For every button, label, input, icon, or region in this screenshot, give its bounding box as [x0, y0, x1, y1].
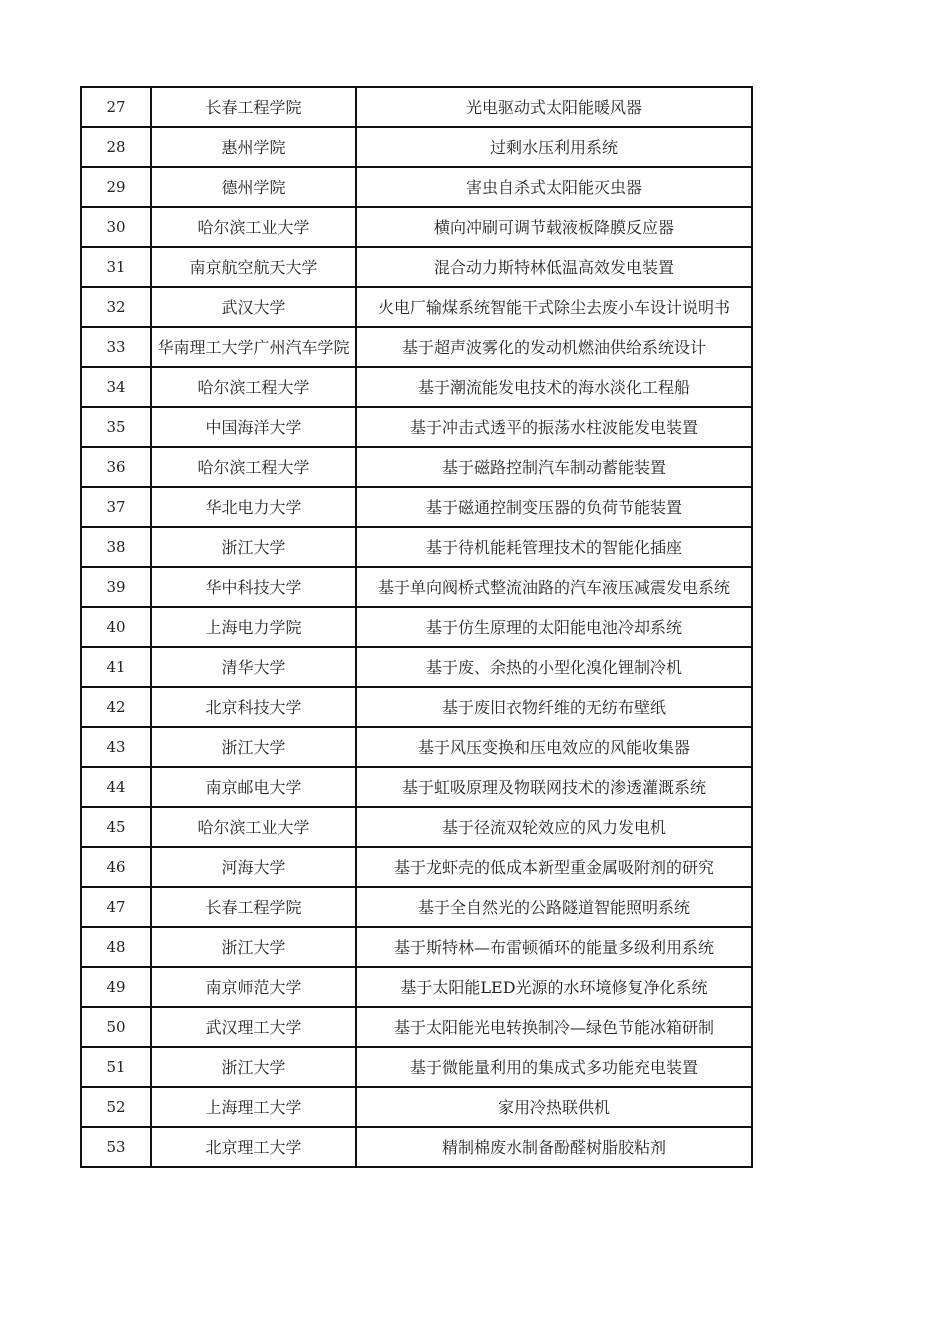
university-cell: 德州学院 — [151, 167, 356, 207]
university-cell: 河海大学 — [151, 847, 356, 887]
table-row — [81, 247, 752, 287]
table-row — [81, 367, 752, 407]
table-row — [81, 607, 752, 647]
row-number-cell: 36 — [81, 447, 151, 487]
university-cell: 南京邮电大学 — [151, 767, 356, 807]
table-row — [81, 927, 752, 967]
row-number-cell: 41 — [81, 647, 151, 687]
project-title-cell: 基于冲击式透平的振荡水柱波能发电装置 — [356, 407, 752, 447]
table-row — [81, 1127, 752, 1167]
row-number-cell: 33 — [81, 327, 151, 367]
row-number-cell: 32 — [81, 287, 151, 327]
table-row — [81, 887, 752, 927]
row-number-cell: 28 — [81, 127, 151, 167]
project-title-cell: 基于磁通控制变压器的负荷节能装置 — [356, 487, 752, 527]
university-cell: 南京师范大学 — [151, 967, 356, 1007]
university-cell: 长春工程学院 — [151, 87, 356, 127]
university-cell: 哈尔滨工业大学 — [151, 807, 356, 847]
university-cell: 哈尔滨工业大学 — [151, 207, 356, 247]
university-cell: 上海理工大学 — [151, 1087, 356, 1127]
project-title-cell: 基于废旧衣物纤维的无纺布壁纸 — [356, 687, 752, 727]
row-number-cell: 51 — [81, 1047, 151, 1087]
project-title-cell: 基于风压变换和压电效应的风能收集器 — [356, 727, 752, 767]
project-title-cell: 基于潮流能发电技术的海水淡化工程船 — [356, 367, 752, 407]
table-row — [81, 287, 752, 327]
row-number-cell: 45 — [81, 807, 151, 847]
project-title-cell: 基于全自然光的公路隧道智能照明系统 — [356, 887, 752, 927]
university-cell: 长春工程学院 — [151, 887, 356, 927]
row-number-cell: 35 — [81, 407, 151, 447]
row-number-cell: 31 — [81, 247, 151, 287]
table-row — [81, 87, 752, 127]
project-title-cell: 基于废、余热的小型化溴化锂制冷机 — [356, 647, 752, 687]
row-number-cell: 52 — [81, 1087, 151, 1127]
row-number-cell: 27 — [81, 87, 151, 127]
row-number-cell: 47 — [81, 887, 151, 927]
table-row — [81, 967, 752, 1007]
row-number-cell: 49 — [81, 967, 151, 1007]
university-cell: 惠州学院 — [151, 127, 356, 167]
row-number-cell: 53 — [81, 1127, 151, 1167]
university-cell: 华北电力大学 — [151, 487, 356, 527]
row-number-cell: 29 — [81, 167, 151, 207]
project-title-cell: 火电厂输煤系统智能干式除尘去废小车设计说明书 — [356, 287, 752, 327]
university-cell: 华南理工大学广州汽车学院 — [151, 327, 356, 367]
table-row — [81, 487, 752, 527]
table-row — [81, 807, 752, 847]
table-row — [81, 1047, 752, 1087]
row-number-cell: 40 — [81, 607, 151, 647]
table-row — [81, 727, 752, 767]
project-table — [80, 86, 753, 1168]
university-cell: 浙江大学 — [151, 927, 356, 967]
row-number-cell: 43 — [81, 727, 151, 767]
table-row — [81, 767, 752, 807]
university-cell: 浙江大学 — [151, 727, 356, 767]
row-number-cell: 39 — [81, 567, 151, 607]
project-title-cell: 基于待机能耗管理技术的智能化插座 — [356, 527, 752, 567]
university-cell: 哈尔滨工程大学 — [151, 447, 356, 487]
project-title-cell: 基于微能量利用的集成式多功能充电装置 — [356, 1047, 752, 1087]
table-row — [81, 447, 752, 487]
project-title-cell: 混合动力斯特林低温高效发电装置 — [356, 247, 752, 287]
table-row — [81, 167, 752, 207]
row-number-cell: 44 — [81, 767, 151, 807]
university-cell: 清华大学 — [151, 647, 356, 687]
row-number-cell: 37 — [81, 487, 151, 527]
table-row — [81, 1087, 752, 1127]
table-row — [81, 127, 752, 167]
table-row — [81, 527, 752, 567]
project-title-cell: 害虫自杀式太阳能灭虫器 — [356, 167, 752, 207]
row-number-cell: 34 — [81, 367, 151, 407]
project-title-cell: 基于超声波雾化的发动机燃油供给系统设计 — [356, 327, 752, 367]
table-row — [81, 847, 752, 887]
table-row — [81, 327, 752, 367]
table-body — [81, 87, 752, 1167]
university-cell: 华中科技大学 — [151, 567, 356, 607]
university-cell: 哈尔滨工程大学 — [151, 367, 356, 407]
row-number-cell: 42 — [81, 687, 151, 727]
table-row — [81, 407, 752, 447]
table-row — [81, 207, 752, 247]
project-title-cell: 过剩水压利用系统 — [356, 127, 752, 167]
university-cell: 武汉理工大学 — [151, 1007, 356, 1047]
project-title-cell: 基于斯特林—布雷顿循环的能量多级利用系统 — [356, 927, 752, 967]
project-title-cell: 精制棉废水制备酚醛树脂胶粘剂 — [356, 1127, 752, 1167]
row-number-cell: 38 — [81, 527, 151, 567]
university-cell: 武汉大学 — [151, 287, 356, 327]
university-cell: 上海电力学院 — [151, 607, 356, 647]
project-title-cell: 光电驱动式太阳能暖风器 — [356, 87, 752, 127]
row-number-cell: 46 — [81, 847, 151, 887]
project-title-cell: 基于太阳能LED光源的水环境修复净化系统 — [356, 967, 752, 1007]
university-cell: 南京航空航天大学 — [151, 247, 356, 287]
university-cell: 浙江大学 — [151, 1047, 356, 1087]
project-title-cell: 基于虹吸原理及物联网技术的渗透灌溉系统 — [356, 767, 752, 807]
table-row — [81, 1007, 752, 1047]
project-title-cell: 基于龙虾壳的低成本新型重金属吸附剂的研究 — [356, 847, 752, 887]
project-title-cell: 家用冷热联供机 — [356, 1087, 752, 1127]
project-title-cell: 基于单向阀桥式整流油路的汽车液压减震发电系统 — [356, 567, 752, 607]
table-row — [81, 647, 752, 687]
university-cell: 中国海洋大学 — [151, 407, 356, 447]
university-cell: 浙江大学 — [151, 527, 356, 567]
university-cell: 北京科技大学 — [151, 687, 356, 727]
row-number-cell: 50 — [81, 1007, 151, 1047]
project-title-cell: 基于径流双轮效应的风力发电机 — [356, 807, 752, 847]
project-title-cell: 基于太阳能光电转换制冷—绿色节能冰箱研制 — [356, 1007, 752, 1047]
table-row — [81, 567, 752, 607]
table-row — [81, 687, 752, 727]
project-title-cell: 横向冲刷可调节载液板降膜反应器 — [356, 207, 752, 247]
row-number-cell: 48 — [81, 927, 151, 967]
row-number-cell: 30 — [81, 207, 151, 247]
project-title-cell: 基于仿生原理的太阳能电池冷却系统 — [356, 607, 752, 647]
project-title-cell: 基于磁路控制汽车制动蓄能装置 — [356, 447, 752, 487]
university-cell: 北京理工大学 — [151, 1127, 356, 1167]
